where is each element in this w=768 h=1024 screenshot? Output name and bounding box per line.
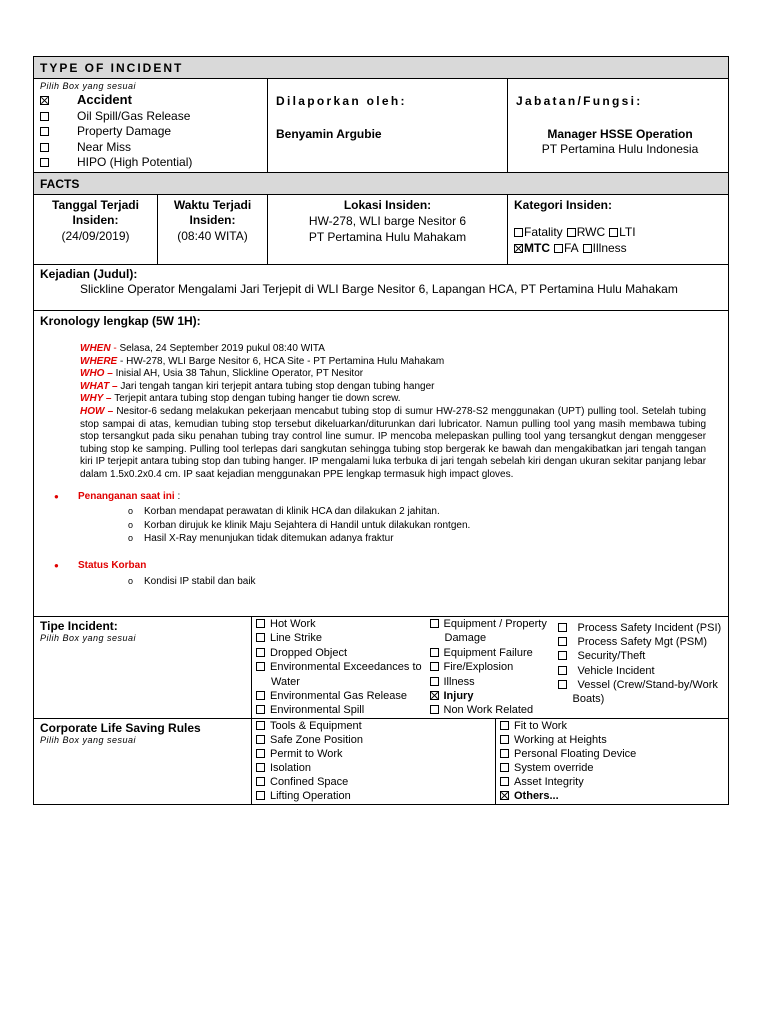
kronology-label: Kronology lengkap (5W 1H): [40, 314, 201, 328]
checklist-label: Personal Floating Device [514, 747, 637, 760]
checklist-item[interactable] [500, 719, 726, 733]
incident-type-label: Near Miss [77, 139, 132, 154]
checkbox[interactable] [430, 705, 439, 714]
position-title: Manager HSSE Operation [547, 127, 693, 141]
category-label-item: RWC [576, 225, 606, 239]
checkbox[interactable] [514, 228, 523, 237]
checklist-item[interactable] [558, 664, 727, 678]
checkbox[interactable] [256, 777, 265, 786]
handling-section: ● Penanganan saat ini : o Korban mendapat perawatan di klinik HCA dan dilakukan 2 jahitan. o Korban dirujuk ke klinik Maju Sejahtera di Handil untuk dilakukan rontgen. o Hasil X-Ray menunjukan tidak ditemukan adanya fraktur [40, 491, 722, 546]
checklist-item[interactable] [558, 649, 727, 663]
how-paragraph: HOW – Nesitor-6 sedang melakukan pekerjaan mencabut tubing stop di sumur HW-278-S2 menggunakan (UPT) pulling tool. Setelah tubing stop sampai di atas, kemudian tubing stop tersebut dikeluarkan/diturunkan dari lubricator. Namun pulling tool yang masih membawa tubing stop tersangkut pada siku penahan tubing tray control line sumur. IP mencoba melepaskan pulling tool yang tersangkut dengan menggeser tubing stop ke samping. Pulling tool terlepas dari sangkutan sehingga tubing stop bergerak ke bawah dan mengakibatkan jari tengah tangan kiri IP terjepit antara tubing stop dan tubing hanger. IP mengalami luka terbuka di jari tengah sebelah kiri dengan ukuran sekitar panjang lebar dalam 1.5x0.2x0.4 cm. IP saat kejadian menggunakan PPE lengkap termasuk high impact gloves. [80, 405, 707, 480]
incident-type-label: Accident [77, 92, 132, 107]
incident-type-label: Oil Spill/Gas Release [77, 108, 191, 123]
reported-by-name: Benyamin Argubie [276, 127, 382, 141]
checkbox[interactable] [40, 143, 49, 152]
clsr-hint: Pilih Box yang sesuai [40, 734, 137, 745]
why-line: WHY – Terjepit antara tubing stop dengan tubing hanger tie down screw. [80, 393, 401, 405]
checklist-item[interactable] [500, 733, 726, 747]
position-label: Jabatan/Fungsi: [516, 94, 643, 108]
checkbox[interactable] [40, 127, 49, 136]
checklist-label: Asset Integrity [514, 775, 584, 788]
status-title: Status Korban [78, 559, 147, 571]
checklist-label: Lifting Operation [270, 789, 351, 802]
sub-list-item: o Hasil X-Ray menunjukan tidak ditemukan adanya fraktur [128, 533, 394, 545]
incident-type-option[interactable] [40, 124, 263, 140]
checkbox[interactable] [558, 666, 567, 675]
handling-title: Penanganan saat ini [78, 490, 175, 502]
checkbox[interactable] [583, 244, 592, 253]
checklist-label: Working at Heights [514, 733, 607, 746]
incident-type-label: HIPO (High Potential) [77, 155, 193, 169]
category-label-item: MTC [524, 241, 550, 255]
checklist-item[interactable] [256, 660, 426, 689]
bullet-dot: ● [54, 491, 59, 501]
category-label-item: LTI [619, 225, 636, 239]
checklist-item[interactable] [430, 675, 556, 689]
what-line: WHAT – Jari tengah tangan kiri terjepit antara tubing stop dengan tubing hanger [80, 380, 435, 392]
checklist-label: Process Safety Mgt (PSM) [577, 636, 708, 649]
location-line2: PT Pertamina Hulu Mahakam [308, 230, 467, 244]
tipe-incident-table [33, 616, 729, 719]
location-line1: HW-278, WLI barge Nesitor 6 [308, 214, 467, 228]
checklist-item[interactable] [256, 719, 493, 733]
checkbox[interactable] [256, 763, 265, 772]
checklist-item[interactable] [430, 703, 556, 717]
checkbox-checked[interactable] [514, 244, 523, 253]
clsr-label: Corporate Life Saving Rules [40, 720, 201, 735]
checklist-item[interactable] [500, 761, 726, 775]
checklist-label: Fit to Work [514, 719, 567, 732]
checklist-label: Injury [443, 690, 474, 703]
checkbox[interactable] [500, 749, 509, 758]
checkbox[interactable] [430, 648, 439, 657]
checklist-item[interactable] [256, 689, 426, 703]
tipe-incident-col-2 [430, 617, 556, 718]
checklist-label: Isolation [270, 761, 311, 774]
position-company: PT Pertamina Hulu Indonesia [541, 142, 699, 156]
checklist-item[interactable] [256, 789, 493, 803]
category-row-1 [514, 224, 724, 240]
checklist-label: Environmental Exceedances to Water [270, 661, 422, 688]
checklist-item[interactable] [256, 617, 426, 631]
checklist-item[interactable] [430, 660, 556, 674]
checklist-item[interactable] [430, 689, 556, 703]
checklist-item[interactable] [430, 617, 556, 646]
checklist-label: Dropped Object [270, 646, 348, 659]
checkbox[interactable] [40, 158, 49, 167]
type-of-incident-hint: Pilih Box yang sesuai [40, 81, 137, 91]
checkbox-checked[interactable] [40, 96, 49, 105]
checkbox[interactable] [558, 623, 567, 632]
time-label: Waktu Terjadi Insiden: [173, 198, 252, 227]
checkbox[interactable] [500, 735, 509, 744]
facts-header: FACTS [34, 173, 729, 195]
bullet-dot: ● [54, 560, 59, 570]
category-label: Kategori Insiden: [514, 198, 613, 212]
checklist-item[interactable] [256, 631, 426, 645]
checklist-label: Vessel (Crew/Stand-by/Work Boats) [572, 678, 718, 706]
checkbox-checked[interactable] [500, 791, 509, 800]
checkbox[interactable] [256, 749, 265, 758]
checklist-item[interactable] [256, 733, 493, 747]
checkbox[interactable] [500, 721, 509, 730]
who-line: WHO – Inisial AH, Usia 38 Tahun, Slickline Operator, PT Nesitor [80, 368, 364, 380]
reported-by-label: Dilaporkan oleh: [276, 94, 407, 108]
checklist-item[interactable] [256, 703, 426, 717]
checklist-item[interactable] [256, 761, 493, 775]
checkbox[interactable] [558, 637, 567, 646]
checkbox[interactable] [558, 680, 567, 689]
checkbox[interactable] [554, 244, 563, 253]
checklist-label: Confined Space [270, 775, 349, 788]
checklist-label: Permit to Work [270, 747, 343, 760]
incident-type-option[interactable] [40, 109, 263, 125]
checklist-label: Environmental Gas Release [270, 690, 407, 703]
circle-bullet-icon: o [128, 533, 134, 544]
clsr-col-1 [256, 719, 493, 803]
incident-table [33, 56, 729, 617]
checklist-label: Safe Zone Position [270, 733, 363, 746]
clsr-col-2 [500, 719, 726, 803]
category-label-item: Fatality [524, 225, 563, 239]
when-line: WHEN - Selasa, 24 September 2019 pukul 08:40 WITA [80, 343, 325, 354]
date-label: Tanggal Terjadi Insiden: [52, 198, 139, 227]
checklist-item[interactable] [500, 775, 726, 789]
checklist-item[interactable] [558, 678, 727, 706]
checkbox[interactable] [256, 691, 265, 700]
tipe-incident-col-1 [256, 617, 426, 718]
date-value: (24/09/2019) [61, 229, 130, 243]
checkbox[interactable] [430, 662, 439, 671]
handling-list [54, 505, 722, 546]
checklist-item[interactable] [256, 775, 493, 789]
checkbox[interactable] [567, 228, 576, 237]
checkbox[interactable] [256, 662, 265, 671]
checkbox[interactable] [256, 791, 265, 800]
incident-report-form [33, 56, 728, 805]
kejadian-text: Slickline Operator Mengalami Jari Terjepit di WLI Barge Nesitor 6, Lapangan HCA, PT Pertamina Hulu Mahakam [80, 282, 678, 296]
location-label: Lokasi Insiden: [343, 198, 432, 212]
tipe-incident-col-3 [558, 621, 727, 706]
circle-bullet-icon: o [128, 575, 134, 586]
category-label-item: FA [564, 241, 579, 255]
checklist-label: Fire/Explosion [443, 661, 514, 674]
checklist-item[interactable] [500, 747, 726, 761]
checkbox-checked[interactable] [430, 691, 439, 700]
checklist-label: Security/Theft [577, 650, 646, 663]
kejadian-label: Kejadian (Judul): [40, 267, 138, 281]
category-label-item: Illness [592, 241, 627, 255]
tipe-incident-label: Tipe Incident: [40, 619, 118, 633]
checklist-label: Environmental Spill [270, 704, 365, 717]
checkbox[interactable] [256, 735, 265, 744]
where-line: WHERE - HW-278, WLI Barge Nesitor 6, HCA Site - PT Pertamina Hulu Mahakam [80, 355, 445, 367]
checkbox[interactable] [256, 721, 265, 730]
checklist-label: Equipment / Property Damage [443, 618, 547, 645]
checklist-label: Line Strike [270, 632, 322, 645]
checkbox[interactable] [40, 112, 49, 121]
checkbox[interactable] [430, 619, 439, 628]
sub-list-item: o Kondisi IP stabil dan baik [128, 575, 256, 587]
circle-bullet-icon: o [128, 506, 134, 517]
checkbox[interactable] [256, 648, 265, 657]
checklist-item[interactable] [430, 646, 556, 660]
category-row-2 [514, 240, 724, 256]
checkbox[interactable] [500, 763, 509, 772]
checklist-item[interactable] [500, 789, 726, 803]
checklist-label: Illness [443, 675, 475, 688]
checklist-label: Process Safety Incident (PSI) [577, 622, 722, 634]
checklist-item[interactable] [256, 646, 426, 660]
checklist-label: Tools & Equipment [270, 719, 362, 732]
checklist-item[interactable] [558, 621, 727, 635]
checklist-label: Hot Work [270, 618, 316, 630]
clsr-table [33, 718, 729, 805]
incident-type-option[interactable] [40, 92, 263, 109]
incident-type-option[interactable] [40, 155, 263, 171]
checkbox[interactable] [558, 651, 567, 660]
incident-type-label: Property Damage [77, 124, 172, 138]
checklist-item[interactable] [256, 747, 493, 761]
checkbox[interactable] [256, 633, 265, 642]
status-section [40, 560, 722, 588]
checklist-item[interactable] [558, 635, 727, 649]
type-of-incident-header: TYPE OF INCIDENT [34, 57, 729, 79]
kronology-body [40, 343, 722, 482]
checklist-label: Non Work Related [443, 704, 534, 717]
checkbox[interactable] [256, 705, 265, 714]
circle-bullet-icon: o [128, 519, 134, 530]
checklist-label: Equipment Failure [443, 646, 533, 659]
checkbox[interactable] [430, 677, 439, 686]
time-value: (08:40 WITA) [177, 229, 248, 243]
tipe-incident-hint: Pilih Box yang sesuai [40, 633, 137, 643]
checkbox[interactable] [256, 619, 265, 628]
checklist-label: Others... [514, 789, 559, 802]
status-list [54, 575, 722, 589]
checklist-label: Vehicle Incident [577, 664, 655, 677]
checkbox[interactable] [609, 228, 618, 237]
incident-type-option[interactable] [40, 140, 263, 156]
checklist-label: System override [514, 761, 594, 774]
sub-list-item: o Korban dirujuk ke klinik Maju Sejahtera di Handil untuk dilakukan rontgen. [128, 519, 471, 531]
sub-list-item: o Korban mendapat perawatan di klinik HCA dan dilakukan 2 jahitan. [128, 506, 440, 518]
checkbox[interactable] [500, 777, 509, 786]
incident-type-options [40, 92, 263, 171]
